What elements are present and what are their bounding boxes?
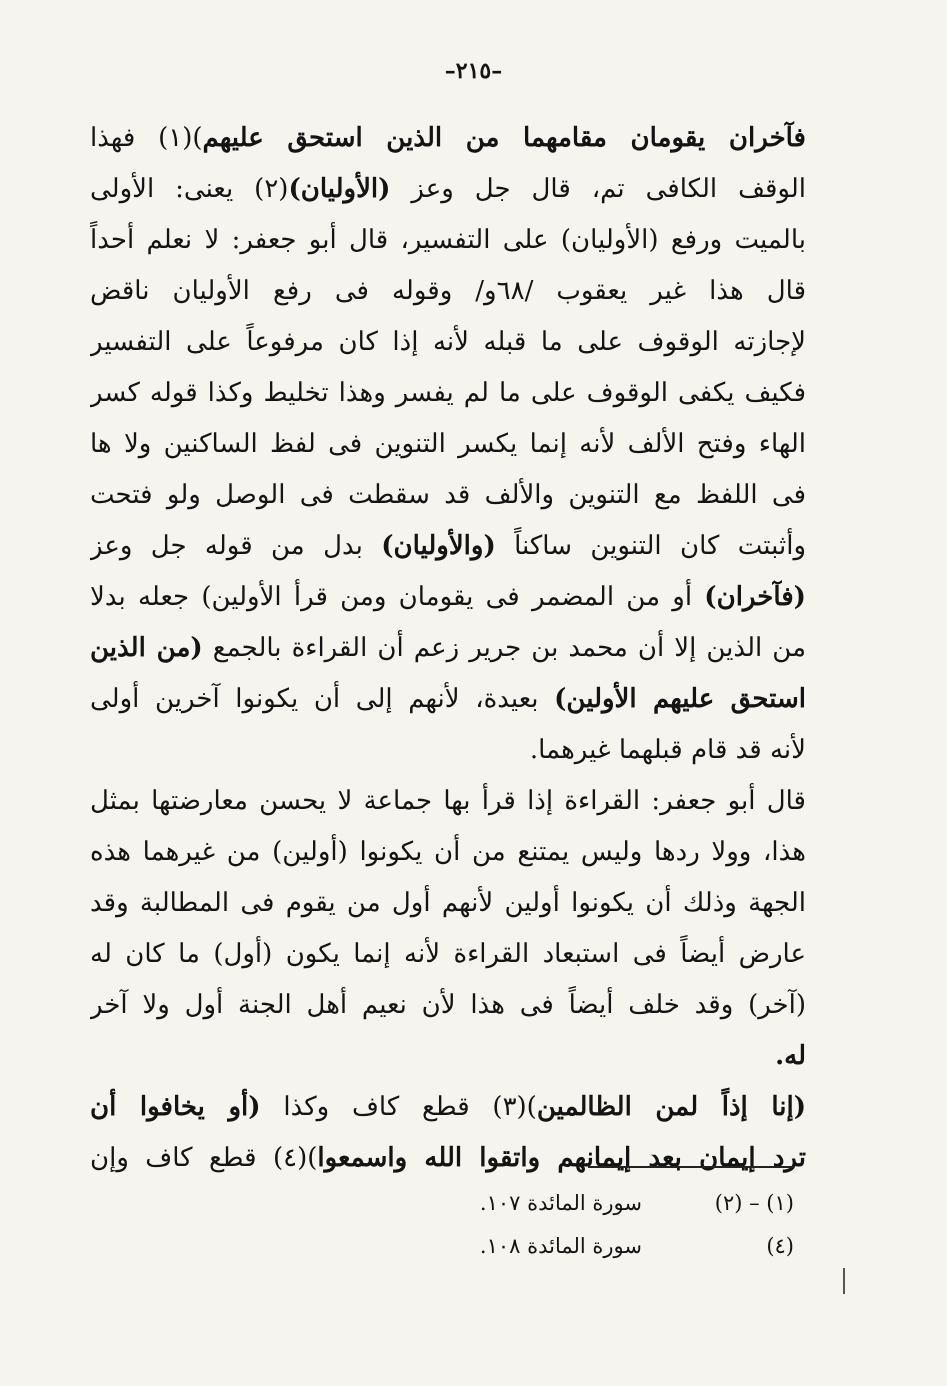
page-number: –٢١٥– xyxy=(444,58,503,84)
quran-quote: ترد إيمان بعد إيمانهم واتقوا الله واسمعوا xyxy=(317,1143,806,1173)
text-line xyxy=(90,317,806,368)
text-line xyxy=(90,674,806,725)
text-segment: (٢) يعنى: الأولى xyxy=(90,174,289,204)
quran-quote: (فآخران) xyxy=(704,582,806,612)
text-line xyxy=(90,368,806,419)
footnote-1-text: سورة المائدة ١٠٧. xyxy=(479,1191,642,1215)
quran-quote: له. xyxy=(775,1041,806,1071)
text-line xyxy=(90,929,806,980)
text-line xyxy=(90,1082,806,1133)
text-segment: )(٤) قطع كاف وإن xyxy=(90,1143,318,1173)
text-segment: فكيف يكفى الوقوف على ما لم يفسر وهذا تخليط وكذا قوله كسر xyxy=(90,378,806,408)
text-segment: لإجازته الوقوف على ما قبله لأنه إذا كان مرفوعاً على التفسير xyxy=(90,327,806,357)
footnote-2-text: سورة المائدة ١٠٨. xyxy=(479,1234,642,1258)
text-line xyxy=(90,1133,806,1184)
text-segment: عارض أيضاً فى استبعاد القراءة لأنه إنما يكون (أول) ما كان له xyxy=(90,939,806,969)
text-segment: من الذين إلا أن محمد بن جرير زعم أن القراءة بالجمع xyxy=(202,633,806,663)
text-segment: الوقف الكافى تم، قال جل وعز xyxy=(390,174,806,204)
text-line xyxy=(90,980,806,1031)
text-line xyxy=(90,164,806,215)
text-line xyxy=(90,878,806,929)
text-segment: قال أبو جعفر: القراءة إذا قرأ بها جماعة لا يحسن معارضتها بمثل xyxy=(90,786,806,816)
text-segment: بعيدة، لأنهم إلى أن يكونوا آخرين أولى xyxy=(90,684,555,714)
text-segment: الهاء وفتح الألف لأنه إنما يكسر التنوين فى لفظ الساكنين ولا ها xyxy=(90,429,806,459)
text-line xyxy=(90,725,806,776)
text-segment: )(١) فهذا xyxy=(90,123,203,153)
text-segment: بالميت ورفع (الأوليان) على التفسير، قال أبو جعفر: لا نعلم أحداً xyxy=(90,225,806,255)
text-segment: أو من المضمر فى يقومان ومن قرأ الأولين) جعله بدلا xyxy=(90,582,705,612)
text-segment: وأثبتت كان التنوين ساكناً xyxy=(495,531,806,561)
quran-quote: (والأوليان) xyxy=(381,531,496,561)
text-segment: (آخر) وقد خلف أيضاً فى هذا لأن نعيم أهل الجنة أول ولا آخر xyxy=(90,990,806,1020)
text-line xyxy=(90,470,806,521)
text-line xyxy=(90,623,806,674)
quran-quote: فآخران يقومان مقامهما من الذين استحق عليهم xyxy=(202,123,806,153)
text-line xyxy=(90,1031,806,1082)
text-segment: )(٣) قطع كاف وكذا xyxy=(260,1092,537,1122)
text-line xyxy=(90,572,806,623)
text-line xyxy=(90,215,806,266)
footnote-2-mark: (٤) xyxy=(766,1234,794,1258)
text-line xyxy=(90,827,806,878)
text-line xyxy=(90,266,806,317)
text-line xyxy=(90,521,806,572)
text-line xyxy=(90,776,806,827)
text-segment: هذا، وولا ردها وليس يمتنع من أن يكونوا (أولين) من غيرهما هذه xyxy=(90,837,806,867)
quran-quote: (أو يخافوا أن xyxy=(90,1092,261,1122)
text-line xyxy=(90,419,806,470)
quran-quote: (الأوليان) xyxy=(288,174,391,204)
footnote-1-mark: (١) – (٢) xyxy=(714,1191,794,1215)
text-segment: بدل من قوله جل وعز xyxy=(90,531,382,561)
text-segment: قال هذا غير يعقوب /٦٨و/ وقوله فى رفع الأوليان ناقض xyxy=(90,276,806,306)
footnote-separator xyxy=(588,1166,794,1168)
quran-quote: (من الذين xyxy=(90,633,203,663)
text-segment: لأنه قد قام قبلهما غيرهما. xyxy=(529,735,806,765)
text-line xyxy=(90,113,806,164)
scan-artifact-mark xyxy=(843,1268,845,1294)
main-text xyxy=(90,113,806,1184)
quran-quote: استحق عليهم الأولين) xyxy=(554,684,806,714)
quran-quote: (إنا إذاً لمن الظالمين xyxy=(536,1092,806,1122)
text-segment: الجهة وذلك أن يكونوا أولين لأنهم أول من يقوم فى المطالبة وقد xyxy=(90,888,806,918)
text-segment: فى اللفظ مع التنوين والألف قد سقطت فى الوصل ولو فتحت xyxy=(90,480,806,510)
